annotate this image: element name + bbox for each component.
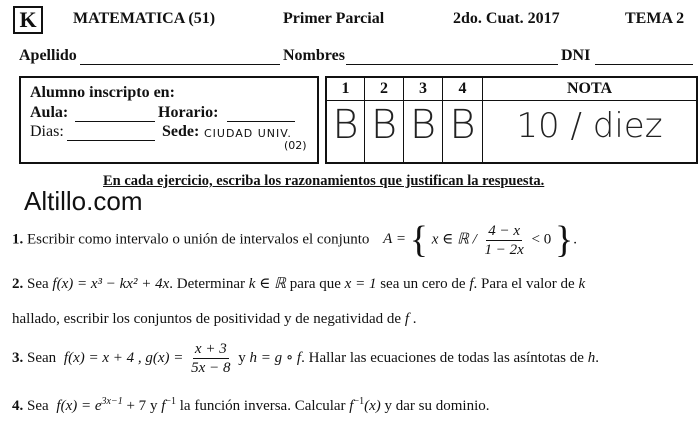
exercise-2-k-real: k ∈ ℝ [248,276,286,292]
exercise-4-inverse-x-exp: −1 [353,396,365,407]
grade-header-nota: NOTA [483,78,696,101]
grade-header-2: 2 [365,78,403,101]
exercise-4-text-b: y [149,398,158,414]
set-fraction-denominator: 1 − 2x [484,241,524,258]
left-brace-icon: { [409,219,428,261]
enrollment-box [19,76,319,164]
exercise-4-text-c: la función inversa. Calcular [179,398,346,414]
exercise-2-number: 2. [12,276,24,292]
exercise-4-inverse: f [161,398,166,414]
instructions: En cada ejercicio, escriba los razonamientos que justifican la respuesta. [103,173,545,189]
horario-field[interactable] [227,121,295,122]
exercise-2-x-equals-1: x = 1 [344,276,377,292]
grade-value-1: B [332,102,359,148]
aula-label: Aula: [30,104,69,121]
exercise-2-line-2 [12,311,417,328]
apellido-label: Apellido [19,47,77,64]
exercise-1 [12,218,577,262]
set-fraction-numerator: 4 − x [488,222,521,239]
exercise-2-line-1 [12,274,585,293]
g-denominator: 5x − 8 [191,360,231,376]
exercise-4-exponent: 3x−1 [101,396,123,407]
exercise-4-f-constant: + 7 [126,398,147,414]
exercise-3-number: 3. [12,349,24,366]
dni-field[interactable] [595,64,693,65]
set-condition-inequality: < 0 [531,231,552,248]
exercise-2-text-c: para que [289,276,341,292]
grade-table [325,76,698,164]
exam-period: 2do. Cuat. 2017 [453,10,560,27]
exercise-3 [12,340,599,377]
enrollment-title: Alumno inscripto en: [30,84,175,101]
nombres-field[interactable] [346,64,558,65]
sede-code: (02) [284,139,307,152]
subject-title: MATEMATICA (51) [73,10,216,27]
set-a-label: A = [383,231,406,248]
tema-letter: K [19,7,37,32]
exercise-1-number: 1. [12,231,24,248]
exercise-2-function: f(x) = x³ − kx² + 4x [52,276,170,292]
exam-title: Primer Parcial [283,10,385,27]
tema-letter-box [13,6,43,34]
exercise-2-k: k [578,276,586,292]
exercise-4-inverse-exp: −1 [165,396,176,407]
exercise-3-end: . [595,349,599,366]
exercise-4-inverse-x-arg: (x) [364,398,381,414]
dias-field[interactable] [67,140,155,141]
dni-label: DNI [561,47,591,64]
exercise-2-text-b: . Determinar [169,276,246,292]
horario-label: Horario: [158,104,219,121]
exercise-3-g-label: g(x) = [145,349,184,366]
exercise-2-text-line2: hallado, escribir los conjuntos de positividad y de negatividad de [12,311,402,327]
grade-cell-1 [327,78,365,162]
grade-cell-3 [404,78,443,162]
exercise-2-text-d: sea un cero de [380,276,466,292]
grade-value-4: B [449,102,476,148]
exercise-4 [12,396,490,415]
watermark: Altillo.com [24,186,143,216]
tema-label: TEMA 2 [625,10,685,27]
grade-header-4: 4 [443,78,482,101]
exercise-3-text-b: y [238,349,246,366]
grade-cell-2 [365,78,404,162]
dias-label: Dias: [30,123,64,140]
nombres-label: Nombres [283,47,345,64]
grade-cell-nota [483,78,696,162]
sede-label: Sede: [162,123,200,140]
exercise-4-f-definition: f(x) = e [56,398,102,414]
grade-header-1: 1 [327,78,364,101]
exercise-3-text-c: . Hallar las ecuaciones de todas las asíntotas de [301,349,584,366]
exercise-4-text-a: Sea [27,398,49,414]
exercise-2-f: f [469,276,474,292]
grade-value-nota: 10 / diez [516,106,663,146]
exercise-3-h-definition: h = g ∘ f [249,349,302,366]
grade-value-2: B [370,102,398,148]
exercise-4-inverse-x: f [349,398,354,414]
sede-value: CIUDAD UNIV. [204,127,292,140]
exercise-2-text-a: Sea [27,276,49,292]
exercise-1-text: Escribir como intervalo o unión de intervalos el conjunto [27,231,370,248]
exercise-4-number: 4. [12,398,24,414]
grade-cell-4 [443,78,483,162]
right-brace-icon: } [555,219,574,261]
apellido-field[interactable] [80,64,280,65]
set-condition-var: x ∈ ℝ / [431,231,477,248]
exercise-2-f-2: f [404,311,409,327]
exercise-1-end: . [573,231,577,248]
exercise-2-text-e: . Para el valor de [473,276,575,292]
exercise-3-text-a: Sean [27,349,57,366]
aula-field[interactable] [75,121,155,122]
exercise-3-g-fraction [189,340,232,377]
grade-header-3: 3 [404,78,442,101]
grade-value-3: B [409,102,437,148]
exercise-4-text-d: y dar su dominio. [384,398,490,414]
exercise-3-h: h [587,349,596,366]
exercise-3-f-definition: f(x) = x + 4 , [63,349,142,366]
set-fraction [483,222,526,259]
exercise-2-end: . [412,311,417,327]
g-numerator: x + 3 [194,341,227,357]
